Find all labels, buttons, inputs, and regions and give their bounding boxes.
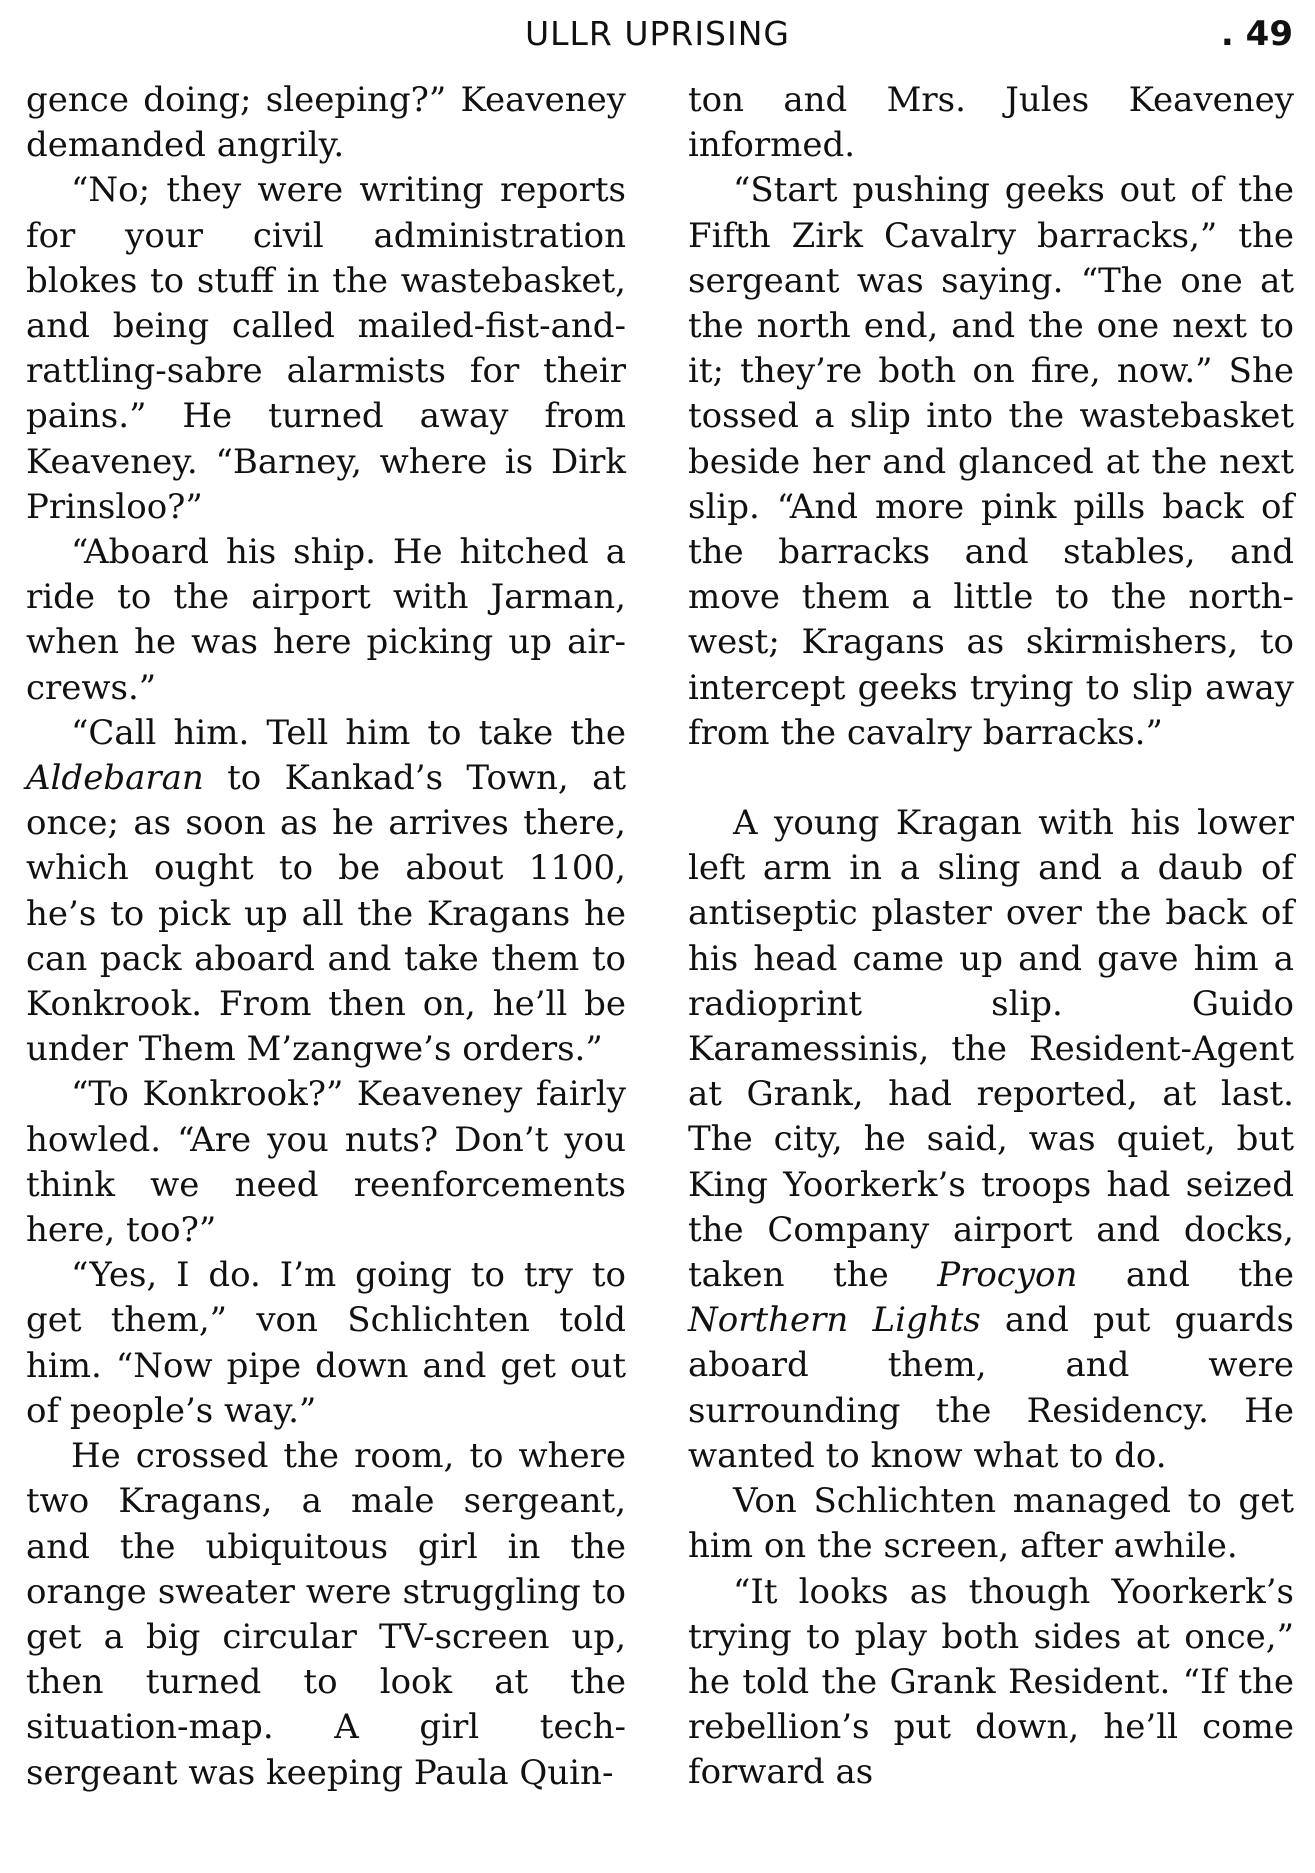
text-run: to Kankad’s Town, at once; as soon as he arrives there, which ought to be about 1100, he’s to pick up all the Kragans he can pack aboard and take them to Konkrook. From then on, he’ll be under Them M’zangwe’s orders.” <box>26 758 626 1070</box>
ship-name: Aldebaran <box>26 758 204 799</box>
paragraph: “To Konkrook?” Keaveney fairly howled. “Are you nuts? Don’t you think we need reenforcements here, too?” <box>26 1074 626 1251</box>
paragraph: gence doing; sleeping?” Keaveney demanded angrily. <box>26 80 626 166</box>
text-run: “Call him. Tell him to take the <box>71 712 626 753</box>
paragraph: “It looks as though Yoorkerk’s trying to play both sides at once,” he told the Grank Resident. “If the rebellion’s put down, he’ll come forward as <box>688 1571 1294 1793</box>
paragraph: “Yes, I do. I’m going to try to get them,” von Schlichten told him. “Now pipe down and get out of people’s way.” <box>26 1255 626 1431</box>
paragraph <box>26 711 626 1073</box>
text-run: and the <box>1077 1255 1294 1296</box>
paragraph: “No; they were writing reports for your civil administration blokes to stuff in the wastebasket, and being called mailed-fist-and-rattling-sabre alarmists for their pains.” He turned away from Keaveney. “Barney, where is Dirk Prinsloo?” <box>26 170 626 527</box>
ship-name: Northern Lights <box>688 1300 981 1341</box>
text-run: and put guards aboard them, and were surrounding the Residency. He wanted to know what to do. <box>688 1300 1294 1476</box>
paragraph <box>688 801 1294 1479</box>
text-run: A young Kragan with his lower left arm in a sling and a daub of antiseptic plaster over the back of his head came up and gave him a radioprint slip. Guido Karamessinis, the Resident-Agent at Grank, had reported, at last. The city, he said, was quiet, but King Yoorkerk’s troops had seized the Company airport and docks, taken the <box>688 803 1294 1296</box>
right-column <box>688 78 1294 1796</box>
paragraph: He crossed the room, to where two Kragans, a male sergeant, and the ubiquitous girl in the orange sweater were struggling to get a big circular TV-screen up, then turned to look at the situation-map. A girl tech-sergeant was keeping Paula Quin- <box>26 1436 626 1793</box>
paragraph: “Start pushing geeks out of the Fifth Zirk Cavalry barracks,” the sergeant was saying. “The one at the north end, and the one next to it; they’re both on fire, now.” She tossed a slip into the wastebasket beside her and glanced at the next slip. “And more pink pills back of the barracks and stables, and move them a little to the north-west; Kragans as skirmishers, to intercept geeks trying to slip away from the cavalry barracks.” <box>688 170 1294 753</box>
paragraph: “Aboard his ship. He hitched a ride to the airport with Jarman, when he was here picking up air-crews.” <box>26 532 626 708</box>
paragraph: ton and Mrs. Jules Keaveney informed. <box>688 80 1294 166</box>
page-number: . 49 <box>1220 14 1293 54</box>
running-title: ULLR UPRISING <box>525 14 790 53</box>
ship-name: Procyon <box>937 1255 1078 1296</box>
section-break <box>688 756 1294 801</box>
running-head <box>0 14 1315 60</box>
paragraph: Von Schlichten managed to get him on the screen, after awhile. <box>688 1481 1294 1567</box>
left-column <box>26 78 626 1796</box>
